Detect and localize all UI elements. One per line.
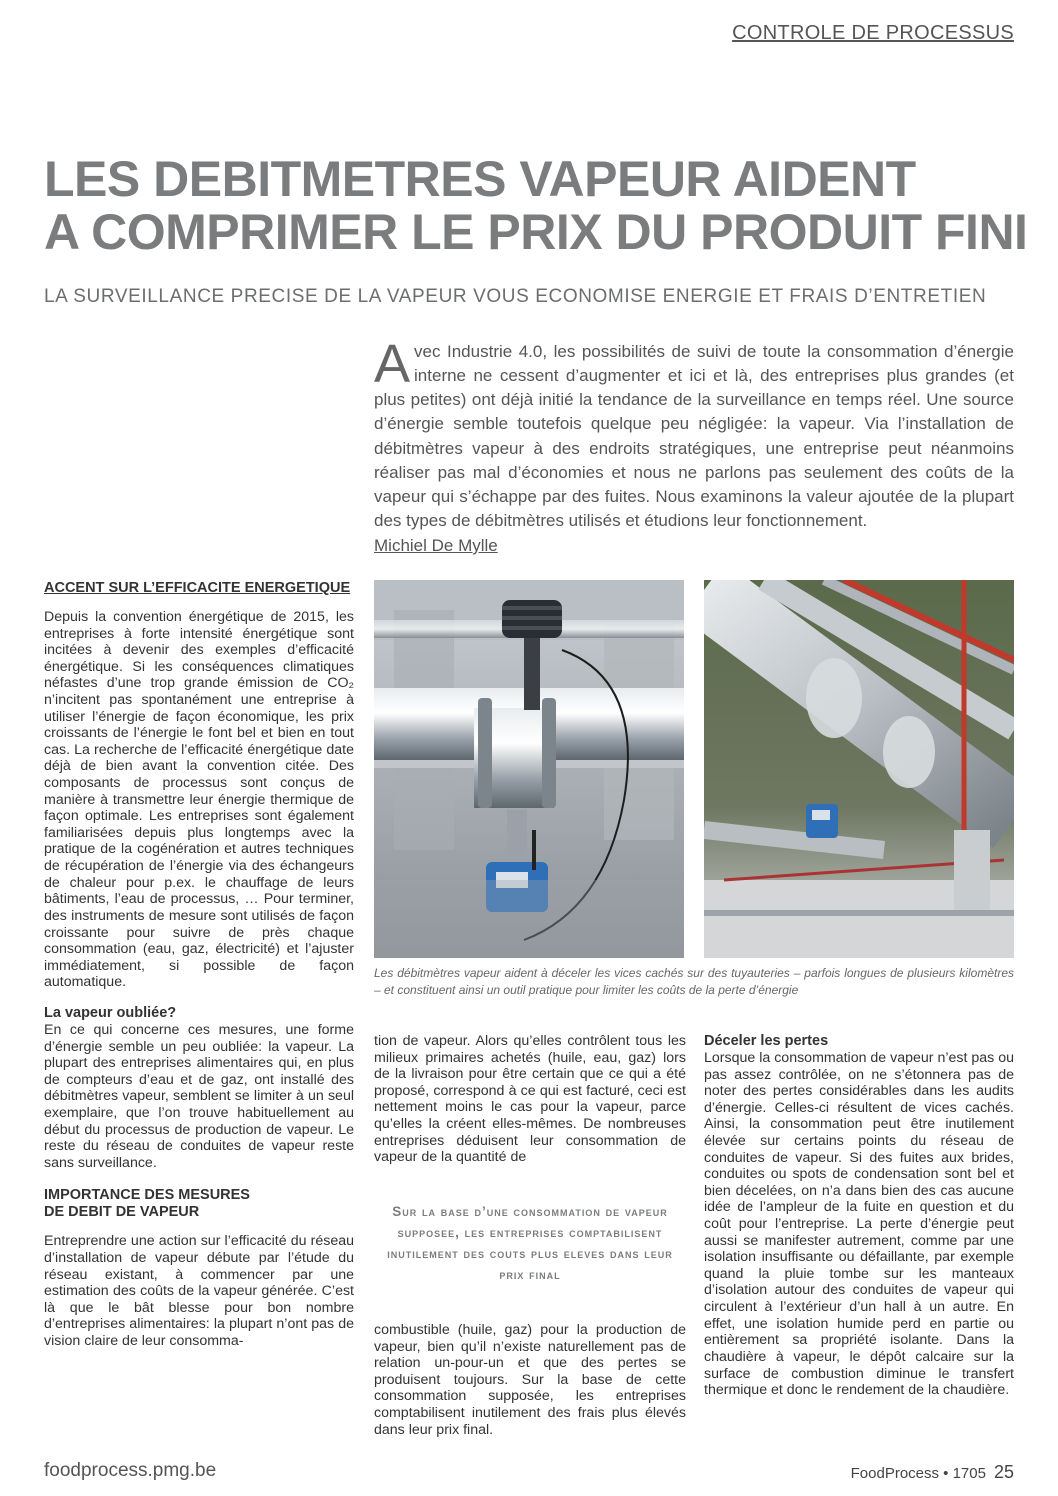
heading-deceler-pertes: Déceler les pertes [704, 1033, 829, 1049]
heading-efficacite: ACCENT SUR L’EFFICACITE ENERGETIQUE [44, 580, 351, 596]
column-1 [44, 580, 354, 1350]
title-line-2: A COMPRIMER LE PRIX DU PRODUIT FINI [44, 204, 1028, 260]
photo-pipes [704, 580, 1014, 958]
paragraph-col2-b: combustible (huile, gaz) pour la production de vapeur, bien qu’il n’existe naturellement pas de relation un-pour-un et que des pertes se produisent toujours. Sur la base de cette consommation supposée, les entreprises comptabilisent inutilement des frais plus élevés dans leur prix final. [374, 1322, 686, 1438]
column-2-bottom [374, 1322, 686, 1438]
intro-paragraph [374, 334, 1014, 533]
footer-magazine: FoodProcess • 1705 [850, 1465, 986, 1482]
article-subtitle: LA SURVEILLANCE PRECISE DE LA VAPEUR VOUS ECONOMISE ENERGIE ET FRAIS D’ENTRETIEN [44, 286, 987, 307]
paragraph-vapeur-oubliee: En ce qui concerne ces mesures, une forme d’énergie semble un peu oubliée: la vapeur. La plupart des entreprises alimentaires qui, en plus de compteurs d’eau et de gaz, ont installé des débitmètres vapeur, semblent se limiter à un seul exemplaire, que l’on trouve habituellement au début du processus de production de vapeur. Le reste du réseau de conduites de vapeur reste sans surveillance. [44, 1021, 354, 1171]
intro-text: vec Industrie 4.0, les possibilités de suivi de toute la consommation d’énergie interne ne cessent d’augmenter et ici et là, des entreprises plus grandes (et plus petites) ont déjà initié la tendance de la surveillance en temps réel. Une source d’énergie semble toutefois quelque peu négligée: la vapeur. Via l’installation de débitmètres vapeur à des endroits stratégiques, une entreprise peut néanmoins réaliser pas mal d’économies et nous ne parlons pas seulement des coûts de la vapeur qui s’échappe par des fuites. Nous examinons la valeur ajoutée de la plupart des types de débitmètres utilisés et étudions leur fonctionnement. [374, 342, 1014, 530]
heading-vapeur-oubliee: La vapeur oubliée? [44, 1004, 177, 1021]
paragraph-efficacite: Depuis la convention énergétique de 2015, les entreprises à forte intensité énergétique sont incitées à devenir des exemples d’efficacité énergétique. Si les conséquences climatiques néfastes d’une trop grande émission de CO₂ n’incitent pas spontanément une entreprise à utiliser l’énergie de façon économique, les prix croissants de l’énergie le font bel et bien en tout cas. La recherche de l’efficacité énergétique date déjà de bien avant la convention citée. Des composants de processus sont conçus de manière à transmettre leur énergie thermique de façon optimale. Les entreprises sont également familiarisées depuis plus longtemps avec la pratique de la cogénération et autres techniques de récupération de l’énergie via des échangeurs de chaleur pour p.ex. le chauffage de leurs bâtiments, l’eau de processus, … Pour terminer, des instruments de mesure sont utilisés de façon croissante pour suivre de près chaque consommation (eau, gaz, électricité) et l’ajuster immédiatement, si possible de façon automatique. [44, 608, 354, 991]
paragraph-importance: Entreprendre une action sur l’efficacité du réseau d’installation de vapeur débute par l’étude du réseau existant, à commencer par une estimation des coûts de la vapeur générée. C’est là que le bât blesse pour bon nombre d’entreprises alimentaires: la plupart n’ont pas de vision claire de leur consomma- [44, 1233, 354, 1349]
paragraph-deceler-pertes: Lorsque la consommation de vapeur n’est pas ou pas assez contrôlée, on ne s’étonnera pas de noter des pertes considérables dans les audits d’énergie. Celles-ci résultent de vices cachés. Ainsi, la consommation peut être inutilement élevée sur certains points du réseau de conduites de vapeur. Si des fuites aux brides, conduites ou spots de condensation sont bel et bien décelées, on n’a dans bien des cas aucune idée de l’ampleur de la fuite en question et du coût pour l’entreprise. La perte d’énergie peut aussi se manifester autrement, comme par une isolation insuffisante ou défaillante, par exemple quand la pluie tombe sur les manteaux d’isolation autour des conduites de vapeur qui circulent à l’extérieur d’un hall à un autre. En effet, une isolation humide perd en partie ou entièrement sa propriété isolante. Dans la chaudière à vapeur, le dépôt calcaire sur la surface de combustion diminue le transfert thermique et donc le rendement de la chaudière. [704, 1049, 1014, 1399]
photo-caption: Les débitmètres vapeur aident à déceler les vices cachés sur des tuyauteries – parfois longues de plusieurs kilomètres – et constituent ainsi un outil pratique pour limiter les coûts de la perte d’énergie [374, 966, 1014, 998]
pipes-photo-illustration [704, 580, 1014, 958]
column-2-top [374, 1033, 686, 1166]
paragraph-col2-a: tion de vapeur. Alors qu’elles contrôlent tous les milieux primaires achetés (huile, eau, gaz) lors de la livraison pour être certain que ce qui a été proposé, correspond à ce qui est facturé, ceci est nettement moins le cas pour la vapeur, parce qu’elles la créent elles-mêmes. De nombreuses entreprises déduisent leur consommation de vapeur de la quantité de [374, 1033, 686, 1166]
heading-importance [44, 1187, 354, 1221]
flowmeter-photo-illustration [374, 580, 684, 958]
footer-website[interactable]: foodprocess.pmg.be [44, 1460, 217, 1481]
author-byline: Michiel De Mylle [374, 536, 498, 555]
page-number: 25 [993, 1462, 1014, 1482]
section-label: CONTROLE DE PROCESSUS [732, 22, 1014, 44]
footer-issue [851, 1462, 1014, 1483]
drop-cap: A [374, 334, 411, 394]
heading-importance-line-2: DE DEBIT DE VAPEUR [44, 1204, 200, 1221]
article-title [44, 151, 1028, 260]
column-3 [704, 1033, 1014, 1399]
photo-flowmeter [374, 580, 684, 958]
title-line-1: LES DEBITMETRES VAPEUR AIDENT [44, 151, 916, 207]
pull-quote: Sur la base d’une consommation de vapeur supposee, les entreprises comptabilisent inutilement des couts plus eleves dans leur prix final [387, 1204, 673, 1282]
heading-importance-line-1: IMPORTANCE DES MESURES [44, 1187, 250, 1204]
